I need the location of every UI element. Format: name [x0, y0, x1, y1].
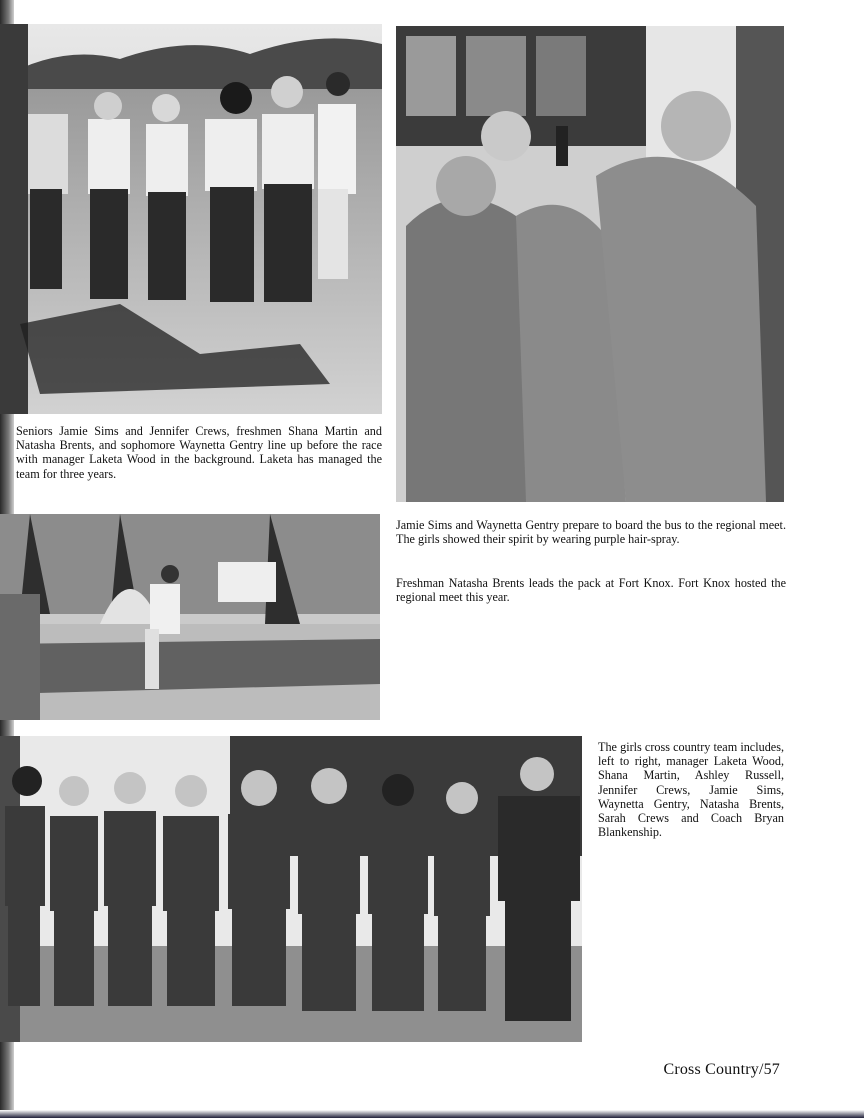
photo-team — [0, 736, 582, 1042]
page-bottom-edge — [0, 1110, 864, 1118]
caption-fort-knox: Freshman Natasha Brents leads the pack at Fort Knox. Fort Knox hosted the regional meet this year. — [396, 576, 786, 605]
caption-team: The girls cross country team includes, left to right, manager Laketa Wood, Shana Martin, Ashley Russell, Jennifer Crews, Jamie Sims, Waynetta Gentry, Natasha Brents, Sarah Crews and Coach Bryan Blankenship. — [598, 740, 784, 840]
page-folio: Cross Country/57 — [663, 1061, 780, 1078]
photo-runners-lineup — [0, 24, 382, 414]
caption-lineup: Seniors Jamie Sims and Jennifer Crews, freshmen Shana Martin and Natasha Brents, and sophomore Waynetta Gentry line up before the race with manager Laketa Wood in the background. Laketa has managed the team for three years. — [16, 424, 382, 481]
photo-race-pack — [0, 514, 380, 720]
caption-hairspray: Jamie Sims and Waynetta Gentry prepare to board the bus to the regional meet. The girls showed their spirit by wearing purple hair-spray. — [396, 518, 786, 547]
photo-bus-hairspray — [396, 26, 784, 502]
